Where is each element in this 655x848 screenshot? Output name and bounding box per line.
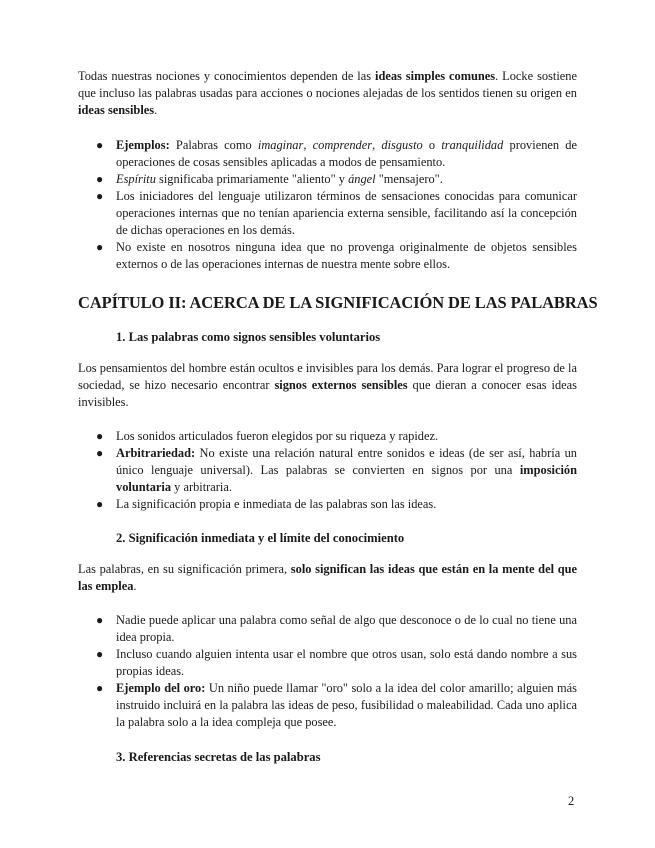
page-number: 2: [568, 794, 575, 808]
intro-text: . Locke sostiene que incluso las palabras usadas para acciones o nociones alejadas de los sentidos tienen su origen en: [78, 69, 577, 100]
bullet-icon: ●: [96, 172, 104, 186]
intro-bold-ideas-sensibles: ideas sensibles: [78, 103, 155, 117]
list-item: ● Ejemplo del oro: Un niño puede llamar "oro" solo a la idea del color amarillo; alguien más instruido incluirá en la palabra las ideas de peso, fusibilidad o maleabilidad. Cada uno aplica la palabra solo a la idea compleja que posee.: [96, 681, 577, 729]
bullet-icon: ●: [96, 189, 104, 203]
bullet-icon: ●: [96, 647, 104, 661]
list-item: ● Los iniciadores del lenguaje utilizaron términos de sensaciones conocidas para comunicar operaciones internas que no tenían apariencia externa sensible, facilitando así la concepción de dichas operaciones en los demás.: [96, 189, 577, 237]
bullet-icon: ●: [96, 681, 104, 695]
section-heading-3: 3. Referencias secretas de las palabras: [116, 750, 321, 764]
list-item: ● Arbitrariedad: No existe una relación natural entre sonidos e ideas (de ser así, habría un único lenguaje universal). Las palabras se convierten en signos por una imposición voluntaria y arbitraria.: [96, 446, 577, 494]
bullet-list-section2: [78, 612, 577, 731]
intro-bold-ideas-simples: ideas simples comunes: [375, 69, 496, 83]
bullet-icon: ●: [96, 138, 104, 152]
chapter-heading: CAPÍTULO II: ACERCA DE LA SIGNIFICACIÓN DE LAS PALABRAS: [78, 293, 598, 312]
section1-paragraph: Los pensamientos del hombre están ocultos e invisibles para los demás. Para lograr el progreso de la sociedad, se hizo necesario encontrar signos externos sensibles que dieran a conocer esas ideas invisibles.: [78, 361, 577, 409]
bullet-icon: ●: [96, 429, 104, 443]
intro-paragraph: [78, 68, 577, 119]
bullet-icon: ●: [96, 240, 104, 254]
bullet-icon: ●: [96, 497, 104, 511]
list-item: ● La significación propia e inmediata de las palabras son las ideas.: [96, 497, 437, 511]
bullet-list-ejemplos: [78, 137, 577, 273]
intro-text: Todas nuestras nociones y conocimientos dependen de las: [78, 69, 376, 83]
document-page: [78, 68, 598, 766]
section-heading-1: 1. Las palabras como signos sensibles voluntarios: [116, 330, 381, 344]
bullet-list-section1: [78, 428, 577, 513]
section2-paragraph: Las palabras, en su significación primera, solo significan las ideas que están en la mente del que las emplea.: [78, 562, 577, 593]
intro-text: .: [154, 103, 158, 117]
list-item: ● Nadie puede aplicar una palabra como señal de algo que desconoce o de lo cual no tiene una idea propia.: [96, 613, 577, 644]
section-heading-2: 2. Significación inmediata y el límite del conocimiento: [116, 531, 405, 545]
list-item: ● Ejemplos: Palabras como imaginar, comprender, disgusto o tranquilidad provienen de operaciones de cosas sensibles aplicadas a modos de pensamiento.: [96, 138, 577, 169]
bullet-icon: ●: [96, 446, 104, 460]
list-item: ● Espíritu significaba primariamente "aliento" y ángel "mensajero".: [96, 172, 443, 186]
bullet-icon: ●: [96, 613, 104, 627]
list-item: ● Incluso cuando alguien intenta usar el nombre que otros usan, solo está dando nombre a sus propias ideas.: [96, 647, 577, 678]
list-item: ● No existe en nosotros ninguna idea que no provenga originalmente de objetos sensibles externos o de las operaciones internas de nuestra mente sobre ellos.: [96, 240, 577, 271]
list-item: ● Los sonidos articulados fueron elegidos por su riqueza y rapidez.: [96, 429, 439, 443]
